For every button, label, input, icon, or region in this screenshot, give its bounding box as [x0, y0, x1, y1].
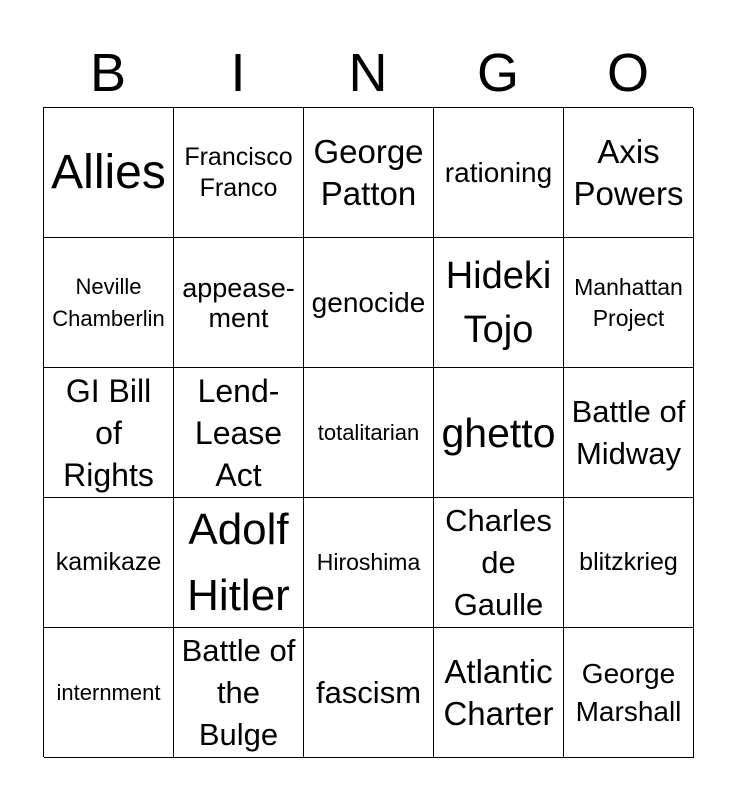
- cell-text: Battle of Midway: [571, 393, 686, 471]
- bingo-cell[interactable]: [434, 238, 564, 368]
- bingo-cell[interactable]: [174, 498, 304, 628]
- cell-text: Adolf Hitler: [187, 504, 290, 620]
- bingo-cell[interactable]: [564, 628, 694, 758]
- cell-text: Atlantic Charter: [443, 652, 554, 732]
- cell-text: ghetto: [441, 409, 556, 456]
- bingo-header: [43, 40, 693, 106]
- cell-text: blitzkrieg: [579, 548, 678, 576]
- bingo-cell[interactable]: [434, 498, 564, 628]
- bingo-cell[interactable]: [304, 108, 434, 238]
- cell-text: Hideki Tojo: [445, 254, 552, 351]
- bingo-cell[interactable]: [304, 238, 434, 368]
- cell-text: internment: [56, 679, 161, 705]
- header-letter-n: N: [348, 43, 388, 103]
- cell-text: Francisco Franco: [184, 142, 293, 202]
- bingo-cell[interactable]: [564, 108, 694, 238]
- cell-text: totalitarian: [317, 419, 420, 445]
- cell-text: Allies: [51, 145, 166, 199]
- header-letter-g: G: [476, 43, 519, 103]
- bingo-cell[interactable]: [564, 368, 694, 498]
- cell-text: George Marshall: [575, 657, 682, 727]
- bingo-cell[interactable]: [434, 108, 564, 238]
- cell-text: genocide: [311, 287, 426, 318]
- cell-text: Axis Powers: [573, 132, 684, 212]
- bingo-cell[interactable]: [44, 498, 174, 628]
- cell-text: GI Bill of Rights: [63, 372, 154, 493]
- cell-text: Neville Chamberlin: [52, 273, 165, 331]
- bingo-cell[interactable]: [174, 108, 304, 238]
- bingo-cell[interactable]: [304, 628, 434, 758]
- header-letter-o: O: [606, 43, 649, 103]
- cell-text: Charles de Gaulle: [445, 502, 552, 622]
- header-letter-b: B: [89, 43, 127, 103]
- bingo-cell[interactable]: [174, 628, 304, 758]
- cell-text: Lend-Lease Act: [194, 372, 283, 493]
- cell-text: appease-ment: [182, 272, 295, 333]
- bingo-cell[interactable]: [304, 368, 434, 498]
- bingo-cell[interactable]: [44, 368, 174, 498]
- bingo-cell[interactable]: [434, 628, 564, 758]
- cell-text: George Patton: [313, 132, 424, 212]
- cell-text: fascism: [315, 674, 422, 710]
- bingo-cell[interactable]: [44, 108, 174, 238]
- bingo-cell[interactable]: [44, 628, 174, 758]
- cell-text: Hiroshima: [316, 549, 421, 575]
- cell-text: rationing: [444, 157, 553, 188]
- bingo-cell[interactable]: [564, 498, 694, 628]
- bingo-cell[interactable]: [44, 238, 174, 368]
- cell-text: kamikaze: [55, 548, 162, 576]
- cell-text: Manhattan Project: [574, 273, 683, 331]
- bingo-cell[interactable]: [174, 238, 304, 368]
- header-letter-i: I: [230, 43, 246, 103]
- bingo-cell[interactable]: [434, 368, 564, 498]
- bingo-cell[interactable]: [564, 238, 694, 368]
- bingo-cell[interactable]: [304, 498, 434, 628]
- bingo-cell[interactable]: [174, 368, 304, 498]
- bingo-card: [43, 107, 693, 757]
- cell-text: Battle of the Bulge: [181, 632, 296, 752]
